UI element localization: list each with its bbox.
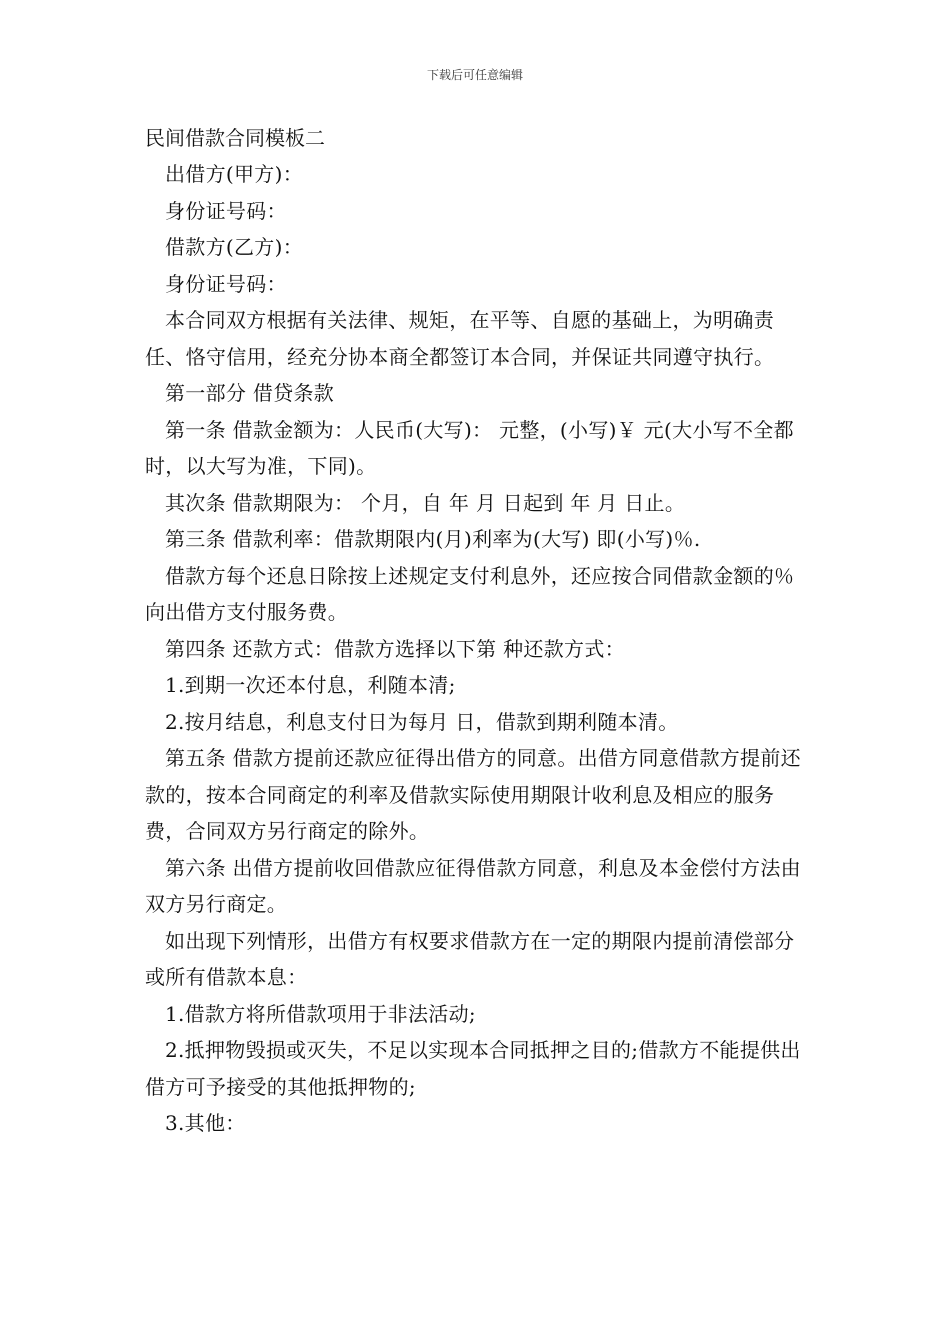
paragraph-preamble: 本合同双方根据有关法律、规矩，在平等、自愿的基础上，为明确责任、恪守信用，经充分协本商全都签订本合同，并保证共同遵守执行。 [145,308,775,369]
clause-3-interest: 第三条 借款利率：借款期限内(月)利率为(大写) 即(小写)％. [165,527,701,551]
clause-2-term: 其次条 借款期限为： 个月，自 年 月 日起到 年 月 日止。 [165,490,686,515]
section-heading-part-one: 第一部分 借贷条款 [165,381,335,405]
clause-1-amount: 第一条 借款金额为：人民币(大写)： 元整，(小写)￥ 元(大小写不全都时，以大写为准，下同)。 [145,417,794,478]
document-body [145,120,810,1142]
clause-6-early-recall: 第六条 出借方提前收回借款应征得借款方同意，利息及本金偿付方法由双方另行商定。 [145,855,801,916]
recall-condition-3: 3.其他： [165,1111,246,1135]
paragraph-recall-conditions: 如出现下列情形，出借方有权要求借款方在一定的期限内提前清偿部分或所有借款本息： [145,928,795,989]
recall-condition-2: 2.抵押物毁损或灭失，不足以实现本合同抵押之目的;借款方不能提供出借方可予接受的其他抵押物的; [145,1038,801,1099]
clause-4-repayment: 第四条 还款方式：借款方选择以下第 种还款方式： [165,636,625,661]
page-header-note: 下载后可任意编辑 [426,68,523,82]
recall-condition-1: 1.借款方将所借款项用于非法活动; [165,1001,476,1026]
document-title: 民间借款合同模板二 [145,126,325,150]
repayment-option-1: 1.到期一次还本付息，利随本清; [165,673,456,697]
paragraph-lender-id: 身份证号码： [165,198,287,223]
paragraph-service-fee: 借款方每个还息日除按上述规定支付利息外，还应按合同借款金额的％向出借方支付服务费。 [145,563,795,624]
clause-5-early-repayment: 第五条 借款方提前还款应征得出借方的同意。出借方同意借款方提前还款的，按本合同商定的利率及借款实际使用期限计收利息及相应的服务费，合同双方另行商定的除外。 [145,746,801,843]
paragraph-lender: 出借方(甲方)： [165,162,304,186]
paragraph-borrower-id: 身份证号码： [165,271,287,296]
paragraph-borrower: 借款方(乙方)： [165,235,304,259]
repayment-option-2: 2.按月结息，利息支付日为每月 日，借款到期利随本清。 [165,709,679,734]
